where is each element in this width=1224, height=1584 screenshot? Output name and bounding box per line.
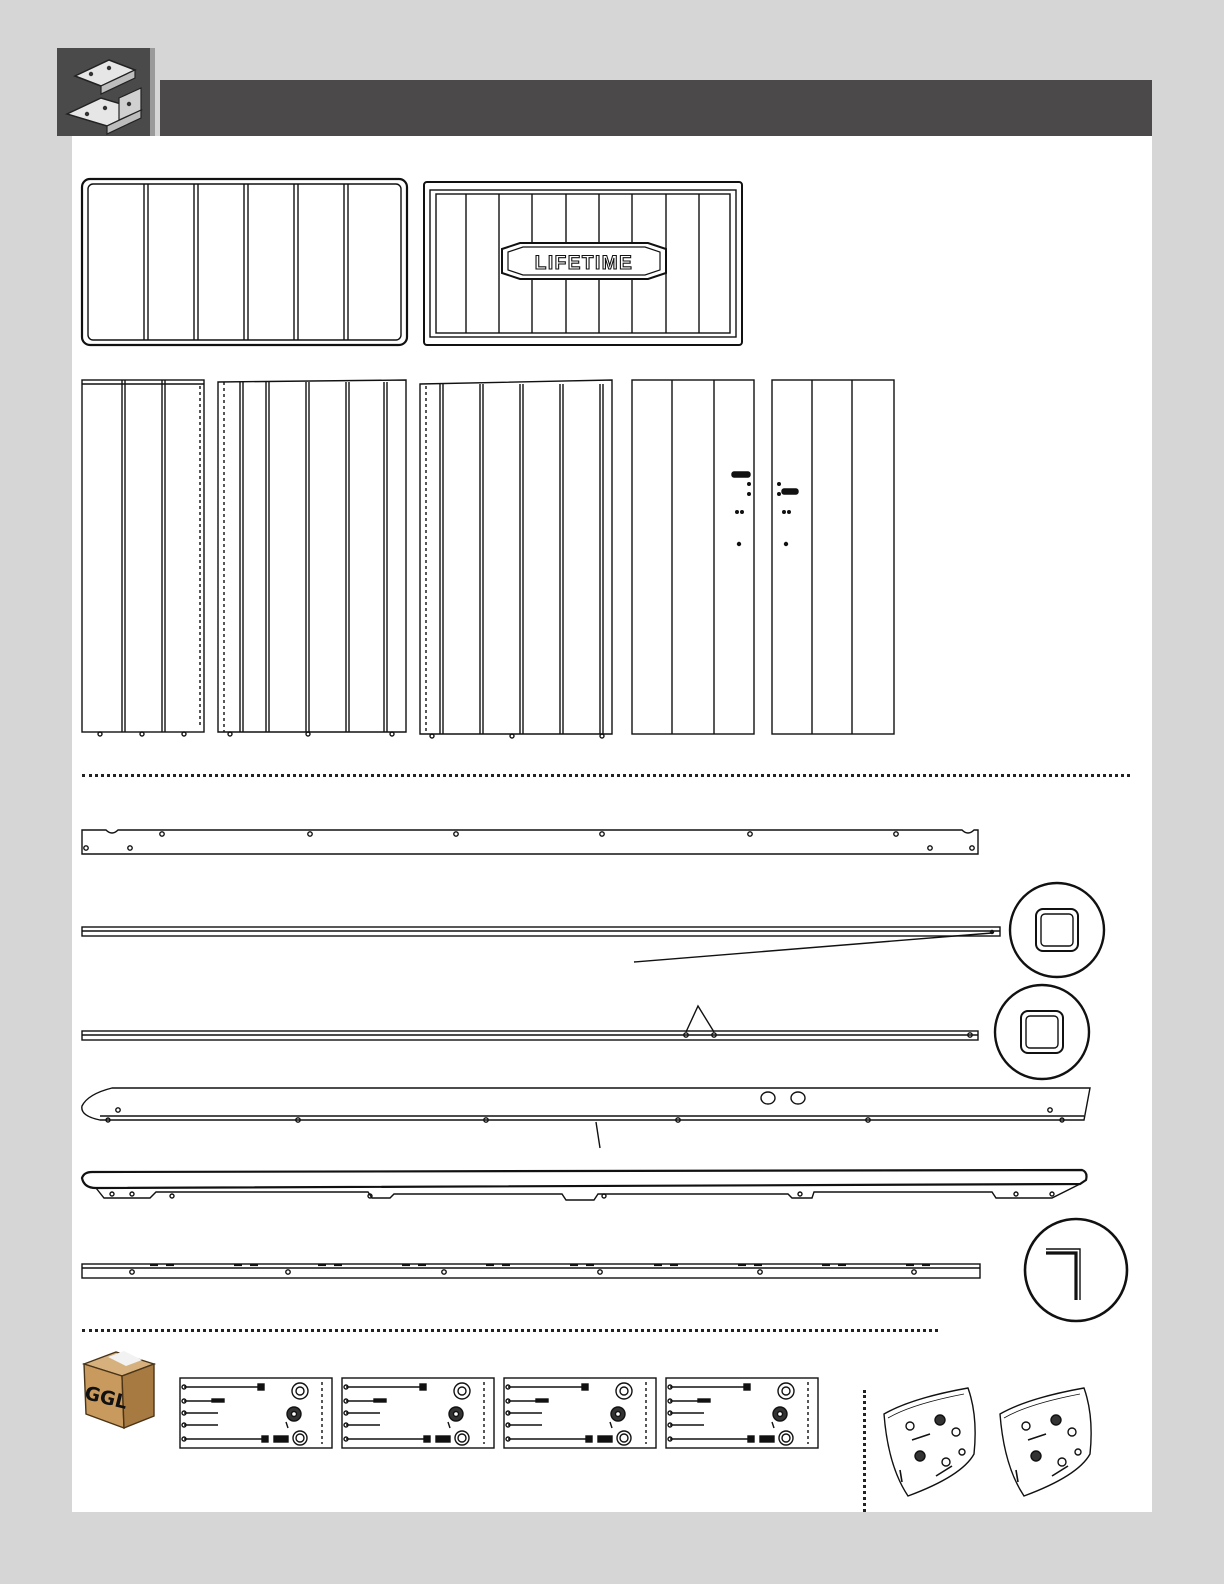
header-bar [160,80,1152,136]
section-divider [82,1329,938,1332]
parts-page [72,136,1152,1512]
trim-rail [82,1170,1087,1200]
section-divider [82,774,1130,777]
wall-panel-2 [218,380,406,736]
steel-rail-notched [82,830,978,854]
gable-rail [82,1088,1090,1148]
door-panel-right [772,380,894,734]
lifetime-logo-text: LIFETIME [534,253,634,274]
hardware-pouch [1000,1388,1091,1496]
hardware-pouch [884,1388,975,1496]
bracket-hardware-icon [57,48,150,136]
ggl-box-label: GGL [82,1382,130,1414]
square-tube-drilled [82,985,1089,1079]
square-tube-long [82,883,1104,977]
hardware-bag [666,1378,818,1448]
roof-panel-left [82,179,407,345]
wall-panel-3 [420,380,612,738]
door-panel-left [632,380,754,734]
angle-rail [82,1219,1127,1321]
header-parts-icon [57,48,155,136]
wall-panel-1 [82,380,204,736]
hardware-bag [180,1378,332,1448]
hardware-bag [342,1378,494,1448]
hardware-bag [504,1378,656,1448]
section-divider-vertical [863,1390,866,1512]
